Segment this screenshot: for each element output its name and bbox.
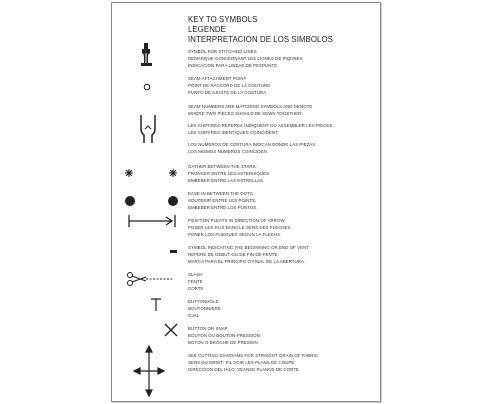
title-spanish: INTERPRETACION DE LOS SIMBOLOS — [188, 35, 333, 44]
entry-8-line-0: BUTTONHOLE — [188, 299, 219, 304]
entry-1-line-0: SEAM ATTACHMENT POINT — [188, 76, 247, 81]
title-english: KEY TO SYMBOLS — [188, 15, 258, 24]
scissors-slash-icon — [126, 271, 174, 287]
entry-9-line-1: BOUTON OU BOUTON-PRESSION — [188, 333, 260, 338]
entry-3-line-0: GATHER BETWEEN THE STARS. — [188, 164, 257, 169]
entry-1-line-1: POINT DE RACCORD DE LA COUTURE — [188, 83, 271, 88]
entry-6-line-2: MARCA PARA EL PRINCIPO O FINAL DE LA ABERTURA. — [188, 259, 306, 264]
entry-6-line-0: SYMBOL INDICATING THE BEGINNING OR END OF VENT. — [188, 245, 310, 250]
entry-6-line-1: REPERE DE DEBUT OU DE FIN DE FENTE. — [188, 252, 279, 257]
entry-4-line-0: EASE IN BETWEEN THE DOTS. — [188, 191, 255, 196]
entry-1-line-2: PUNTO DE AJUSTE DE LA COSTURA — [188, 90, 267, 95]
dot-icon — [124, 195, 180, 207]
entry-5-line-2: PONER LOS PLIEGUES SEGUN LA FLECHA. — [188, 232, 282, 237]
title-french: LEGENDE — [188, 25, 226, 34]
vent-mark-icon — [170, 250, 178, 254]
entry-8-line-2: OJAL — [188, 313, 200, 318]
entry-2-line-1: WHERE TWO PIECES SHOULD BE SEWN TOGETHER. — [188, 111, 303, 116]
small-circle-icon — [143, 83, 151, 91]
entry-9-line-0: BUTTON OR SNAP — [188, 326, 228, 331]
entry-10-line-0: SEE CUTTING DIAGRAMS FOR STRAIGHT GRAIN OF FABRIC — [188, 353, 318, 358]
presser-foot-icon — [139, 43, 153, 67]
entry-7-line-2: CORTE — [188, 286, 204, 291]
entry-9-line-2: BOTON O BROCHE DE PRESION — [188, 340, 258, 345]
entry-0-line-2: INDICACION PARA LINEAS DE PESPUNTE — [188, 63, 278, 68]
buttonhole-icon — [148, 297, 164, 313]
entry-0-line-1: REMARQUE CONCERNANT LES LIGNES DE PIQURES — [188, 56, 303, 61]
entry-5-line-1: POSER LES PLIS DANS LE SENS DES FLECHES. — [188, 225, 292, 230]
pleat-arrow-icon — [128, 213, 180, 229]
entry-10-line-1: SENS DU DROIT- FIL VOIR LES PLANS DE COUPE — [188, 360, 295, 365]
button-cross-icon — [164, 323, 178, 337]
notch-match-icon — [137, 115, 159, 143]
symbol-key-sheet — [111, 2, 381, 402]
entry-10-line-2: DIRECCION DEL HILO: VEANSE PLANOS DE CORTE. — [188, 367, 301, 372]
entry-2-line-0: SEAM NUMBERS ARE MATCHING SYMBOLS AND DENOTE — [188, 104, 313, 109]
entry-2-line-5: LOS MISMOS NUMEROS COINCIDEN. — [188, 149, 269, 154]
entry-7-line-0: SLASH — [188, 272, 203, 277]
star-icon — [124, 168, 180, 178]
entry-5-line-0: POSITION PLEATS IN DIRECTION OF ARROW. — [188, 218, 286, 223]
entry-0-line-0: SYMBOL FOR STITCHING LINES — [188, 49, 257, 54]
entry-2-line-3: LES CHIFFRES IDENTIQUES COINCIDENT. — [188, 130, 279, 135]
entry-3-line-2: EMBEBER ENTRE LAS ESTRELLAS. — [188, 178, 265, 183]
entry-4-line-2: EMBEBER ENTRE LOS PUNTOS. — [188, 205, 258, 210]
entry-3-line-1: FRONCER ENTRE LES ASTERISQUES. — [188, 171, 271, 176]
entry-7-line-1: FENTE — [188, 279, 203, 284]
entry-4-line-1: SOUTENIR ENTRE LES POINTS. — [188, 198, 257, 203]
entry-8-line-1: BOUTONNIERE — [188, 306, 221, 311]
entry-2-line-2: LES CHIFFRES-REPERES INDIQUENT OU ASSEMBLER LES PIECES. — [188, 123, 334, 128]
entry-2-line-4: LOS NUMEROS DE COSTURA INDICAN DONDE LAS PIEZAS — [188, 142, 316, 147]
grain-arrows-icon — [134, 346, 164, 396]
